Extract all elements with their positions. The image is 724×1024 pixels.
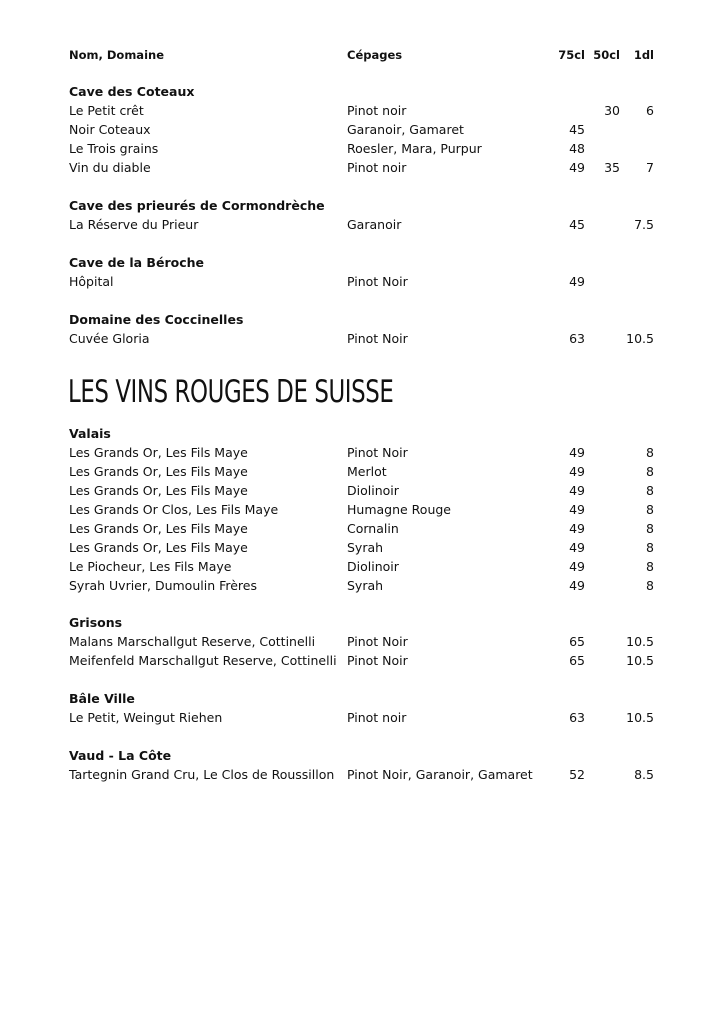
price-1dl: 8 <box>646 483 654 498</box>
wine-row <box>0 632 724 651</box>
wine-row <box>0 651 724 670</box>
wine-grapes: Pinot Noir <box>347 274 408 289</box>
price-75cl: 49 <box>569 464 585 479</box>
price-75cl: 49 <box>569 559 585 574</box>
wine-row <box>0 272 724 291</box>
price-75cl: 65 <box>569 653 585 668</box>
wine-name: Les Grands Or, Les Fils Maye <box>69 445 248 460</box>
price-1dl: 8 <box>646 464 654 479</box>
wine-row <box>0 101 724 120</box>
wine-grapes: Humagne Rouge <box>347 502 451 517</box>
wine-grapes: Pinot noir <box>347 710 407 725</box>
header-grapes: Cépages <box>347 48 403 62</box>
wine-name: Les Grands Or Clos, Les Fils Maye <box>69 502 279 517</box>
wine-grapes: Pinot Noir <box>347 445 408 460</box>
wine-name: Le Petit, Weingut Riehen <box>69 710 223 725</box>
group-title: Domaine des Coccinelles <box>69 312 244 327</box>
wine-name: Le Trois grains <box>69 141 159 156</box>
wine-name: Les Grands Or, Les Fils Maye <box>69 464 248 479</box>
price-75cl: 49 <box>569 502 585 517</box>
wine-row <box>0 519 724 538</box>
wine-name: La Réserve du Prieur <box>69 217 199 232</box>
wine-row <box>0 158 724 177</box>
group-title: Grisons <box>69 615 123 630</box>
price-75cl: 63 <box>569 331 585 346</box>
wine-grapes: Pinot noir <box>347 103 407 118</box>
wine-row <box>0 500 724 519</box>
group-title: Valais <box>69 426 111 441</box>
wine-row <box>0 765 724 784</box>
header-1dl: 1dl <box>633 48 654 62</box>
price-75cl: 49 <box>569 160 585 175</box>
wine-name: Le Petit crêt <box>69 103 144 118</box>
wine-grapes: Syrah <box>347 540 384 555</box>
wine-grapes: Diolinoir <box>347 559 399 574</box>
wine-row <box>0 462 724 481</box>
price-75cl: 48 <box>569 141 585 156</box>
wine-name: Noir Coteaux <box>69 122 151 137</box>
wine-row <box>0 576 724 595</box>
wine-row <box>0 215 724 234</box>
wine-name: Les Grands Or, Les Fils Maye <box>69 483 248 498</box>
wine-grapes: Pinot Noir <box>347 653 408 668</box>
wine-row <box>0 139 724 158</box>
wine-grapes: Syrah <box>347 578 384 593</box>
wine-grapes: Garanoir, Gamaret <box>347 122 464 137</box>
price-75cl: 65 <box>569 634 585 649</box>
header-50cl: 50cl <box>593 48 620 62</box>
price-1dl: 6 <box>646 103 654 118</box>
price-75cl: 45 <box>569 217 585 232</box>
wine-name: Syrah Uvrier, Dumoulin Frères <box>69 578 258 593</box>
price-1dl: 8 <box>646 521 654 536</box>
wine-grapes: Pinot noir <box>347 160 407 175</box>
price-75cl: 49 <box>569 540 585 555</box>
price-1dl: 7.5 <box>634 217 654 232</box>
wine-name: Hôpital <box>69 274 114 289</box>
wine-grapes: Cornalin <box>347 521 399 536</box>
price-75cl: 49 <box>569 274 585 289</box>
wine-grapes: Pinot Noir <box>347 331 408 346</box>
price-1dl: 8 <box>646 578 654 593</box>
price-75cl: 52 <box>569 767 585 782</box>
wine-name: Vin du diable <box>69 160 151 175</box>
header-name: Nom, Domaine <box>69 48 164 62</box>
wine-grapes: Pinot Noir <box>347 634 408 649</box>
price-75cl: 49 <box>569 483 585 498</box>
wine-name: Tartegnin Grand Cru, Le Clos de Roussillon <box>69 767 335 782</box>
price-75cl: 49 <box>569 445 585 460</box>
price-1dl: 8 <box>646 445 654 460</box>
group-title: Cave des prieurés de Cormondrèche <box>69 198 325 213</box>
price-75cl: 63 <box>569 710 585 725</box>
group-title: Bâle Ville <box>69 691 135 706</box>
wine-name: Meifenfeld Marschallgut Reserve, Cottinelli <box>69 653 337 668</box>
wine-name: Le Piocheur, Les Fils Maye <box>69 559 232 574</box>
price-1dl: 10.5 <box>626 634 654 649</box>
price-75cl: 49 <box>569 521 585 536</box>
wine-grapes: Garanoir <box>347 217 402 232</box>
price-1dl: 8 <box>646 502 654 517</box>
wine-row <box>0 443 724 462</box>
price-75cl: 45 <box>569 122 585 137</box>
wine-row <box>0 120 724 139</box>
price-1dl: 7 <box>646 160 654 175</box>
wine-grapes: Roesler, Mara, Purpur <box>347 141 482 156</box>
header-75cl: 75cl <box>558 48 585 62</box>
wine-row <box>0 481 724 500</box>
price-50cl: 30 <box>604 103 620 118</box>
wine-grapes: Diolinoir <box>347 483 399 498</box>
group-title: Cave de la Béroche <box>69 255 204 270</box>
price-1dl: 8.5 <box>634 767 654 782</box>
wine-row <box>0 557 724 576</box>
wine-row <box>0 329 724 348</box>
wine-name: Les Grands Or, Les Fils Maye <box>69 521 248 536</box>
wine-row <box>0 708 724 727</box>
column-header <box>0 46 724 65</box>
price-1dl: 10.5 <box>626 653 654 668</box>
price-1dl: 8 <box>646 559 654 574</box>
price-1dl: 10.5 <box>626 710 654 725</box>
section-title: LES VINS ROUGES DE SUISSE <box>68 374 394 410</box>
wine-name: Cuvée Gloria <box>69 331 150 346</box>
wine-grapes: Pinot Noir, Garanoir, Gamaret <box>347 767 533 782</box>
wine-row <box>0 538 724 557</box>
wine-name: Les Grands Or, Les Fils Maye <box>69 540 248 555</box>
wine-grapes: Merlot <box>347 464 387 479</box>
price-1dl: 10.5 <box>626 331 654 346</box>
wine-name: Malans Marschallgut Reserve, Cottinelli <box>69 634 316 649</box>
price-75cl: 49 <box>569 578 585 593</box>
price-50cl: 35 <box>604 160 620 175</box>
group-title: Vaud - La Côte <box>69 748 172 763</box>
group-title: Cave des Coteaux <box>69 84 195 99</box>
price-1dl: 8 <box>646 540 654 555</box>
